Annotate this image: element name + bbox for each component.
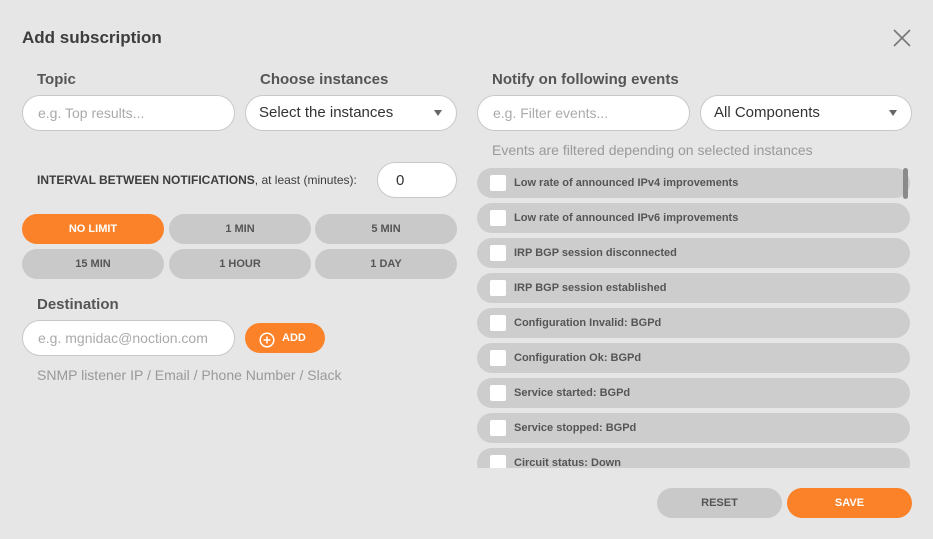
events-hint: Events are filtered depending on selected instances xyxy=(492,142,813,158)
dialog-title: Add subscription xyxy=(22,28,162,47)
event-checkbox[interactable] xyxy=(490,455,506,468)
event-item[interactable] xyxy=(477,168,910,198)
event-item[interactable] xyxy=(477,308,910,338)
chevron-down-icon xyxy=(434,110,442,116)
destination-label: Destination xyxy=(37,296,119,313)
event-item[interactable] xyxy=(477,378,910,408)
destination-hint: SNMP listener IP / Email / Phone Number / Slack xyxy=(37,367,342,383)
instances-select[interactable] xyxy=(245,95,457,131)
reset-button[interactable]: RESET xyxy=(657,488,782,518)
event-item[interactable] xyxy=(477,273,910,303)
plus-circle-icon xyxy=(259,330,275,346)
event-label: IRP BGP session disconnected xyxy=(514,247,677,259)
interval-option-15-min[interactable]: 15 MIN xyxy=(22,249,164,279)
event-label: Circuit status: Down xyxy=(514,457,621,468)
event-item[interactable] xyxy=(477,343,910,373)
instances-select-value: Select the instances xyxy=(259,104,394,121)
event-label: Service stopped: BGPd xyxy=(514,422,637,434)
event-checkbox[interactable] xyxy=(490,420,506,436)
event-checkbox[interactable] xyxy=(490,175,506,191)
event-label: IRP BGP session established xyxy=(514,282,667,294)
events-label: Notify on following events xyxy=(492,71,679,88)
event-checkbox[interactable] xyxy=(490,385,506,401)
event-checkbox[interactable] xyxy=(490,245,506,261)
interval-label-bold: INTERVAL BETWEEN NOTIFICATIONS xyxy=(37,173,255,187)
topic-input[interactable] xyxy=(22,95,235,131)
event-label: Configuration Ok: BGPd xyxy=(514,352,642,364)
event-checkbox[interactable] xyxy=(490,315,506,331)
event-item[interactable] xyxy=(477,238,910,268)
components-select-value: All Components xyxy=(714,104,820,121)
event-checkbox[interactable] xyxy=(490,350,506,366)
close-icon[interactable] xyxy=(891,27,913,49)
save-button[interactable]: SAVE xyxy=(787,488,912,518)
interval-label-rest: , at least (minutes): xyxy=(254,173,357,187)
event-item[interactable] xyxy=(477,203,910,233)
event-label: Low rate of announced IPv4 improvements xyxy=(514,177,739,189)
event-item[interactable] xyxy=(477,448,910,468)
interval-option-1-hour[interactable]: 1 HOUR xyxy=(169,249,311,279)
event-label: Low rate of announced IPv6 improvements xyxy=(514,212,739,224)
events-filter-input[interactable] xyxy=(477,95,690,131)
event-item[interactable] xyxy=(477,413,910,443)
topic-label: Topic xyxy=(37,71,76,88)
add-destination-button[interactable] xyxy=(245,323,325,353)
event-checkbox[interactable] xyxy=(490,280,506,296)
chevron-down-icon xyxy=(889,110,897,116)
add-button-label: ADD xyxy=(282,332,306,344)
interval-minutes-input[interactable] xyxy=(377,162,457,198)
interval-option-1-day[interactable]: 1 DAY xyxy=(315,249,457,279)
events-scrollbar[interactable] xyxy=(903,168,908,199)
event-label: Configuration Invalid: BGPd xyxy=(514,317,662,329)
interval-label xyxy=(37,173,357,187)
interval-option-5-min[interactable]: 5 MIN xyxy=(315,214,457,244)
interval-option-1-min[interactable]: 1 MIN xyxy=(169,214,311,244)
event-checkbox[interactable] xyxy=(490,210,506,226)
destination-input[interactable] xyxy=(22,320,235,356)
event-label: Service started: BGPd xyxy=(514,387,631,399)
events-list[interactable] xyxy=(477,167,912,468)
instances-label: Choose instances xyxy=(260,71,389,88)
interval-option-no-limit[interactable]: NO LIMIT xyxy=(22,214,164,244)
components-select[interactable] xyxy=(700,95,912,131)
